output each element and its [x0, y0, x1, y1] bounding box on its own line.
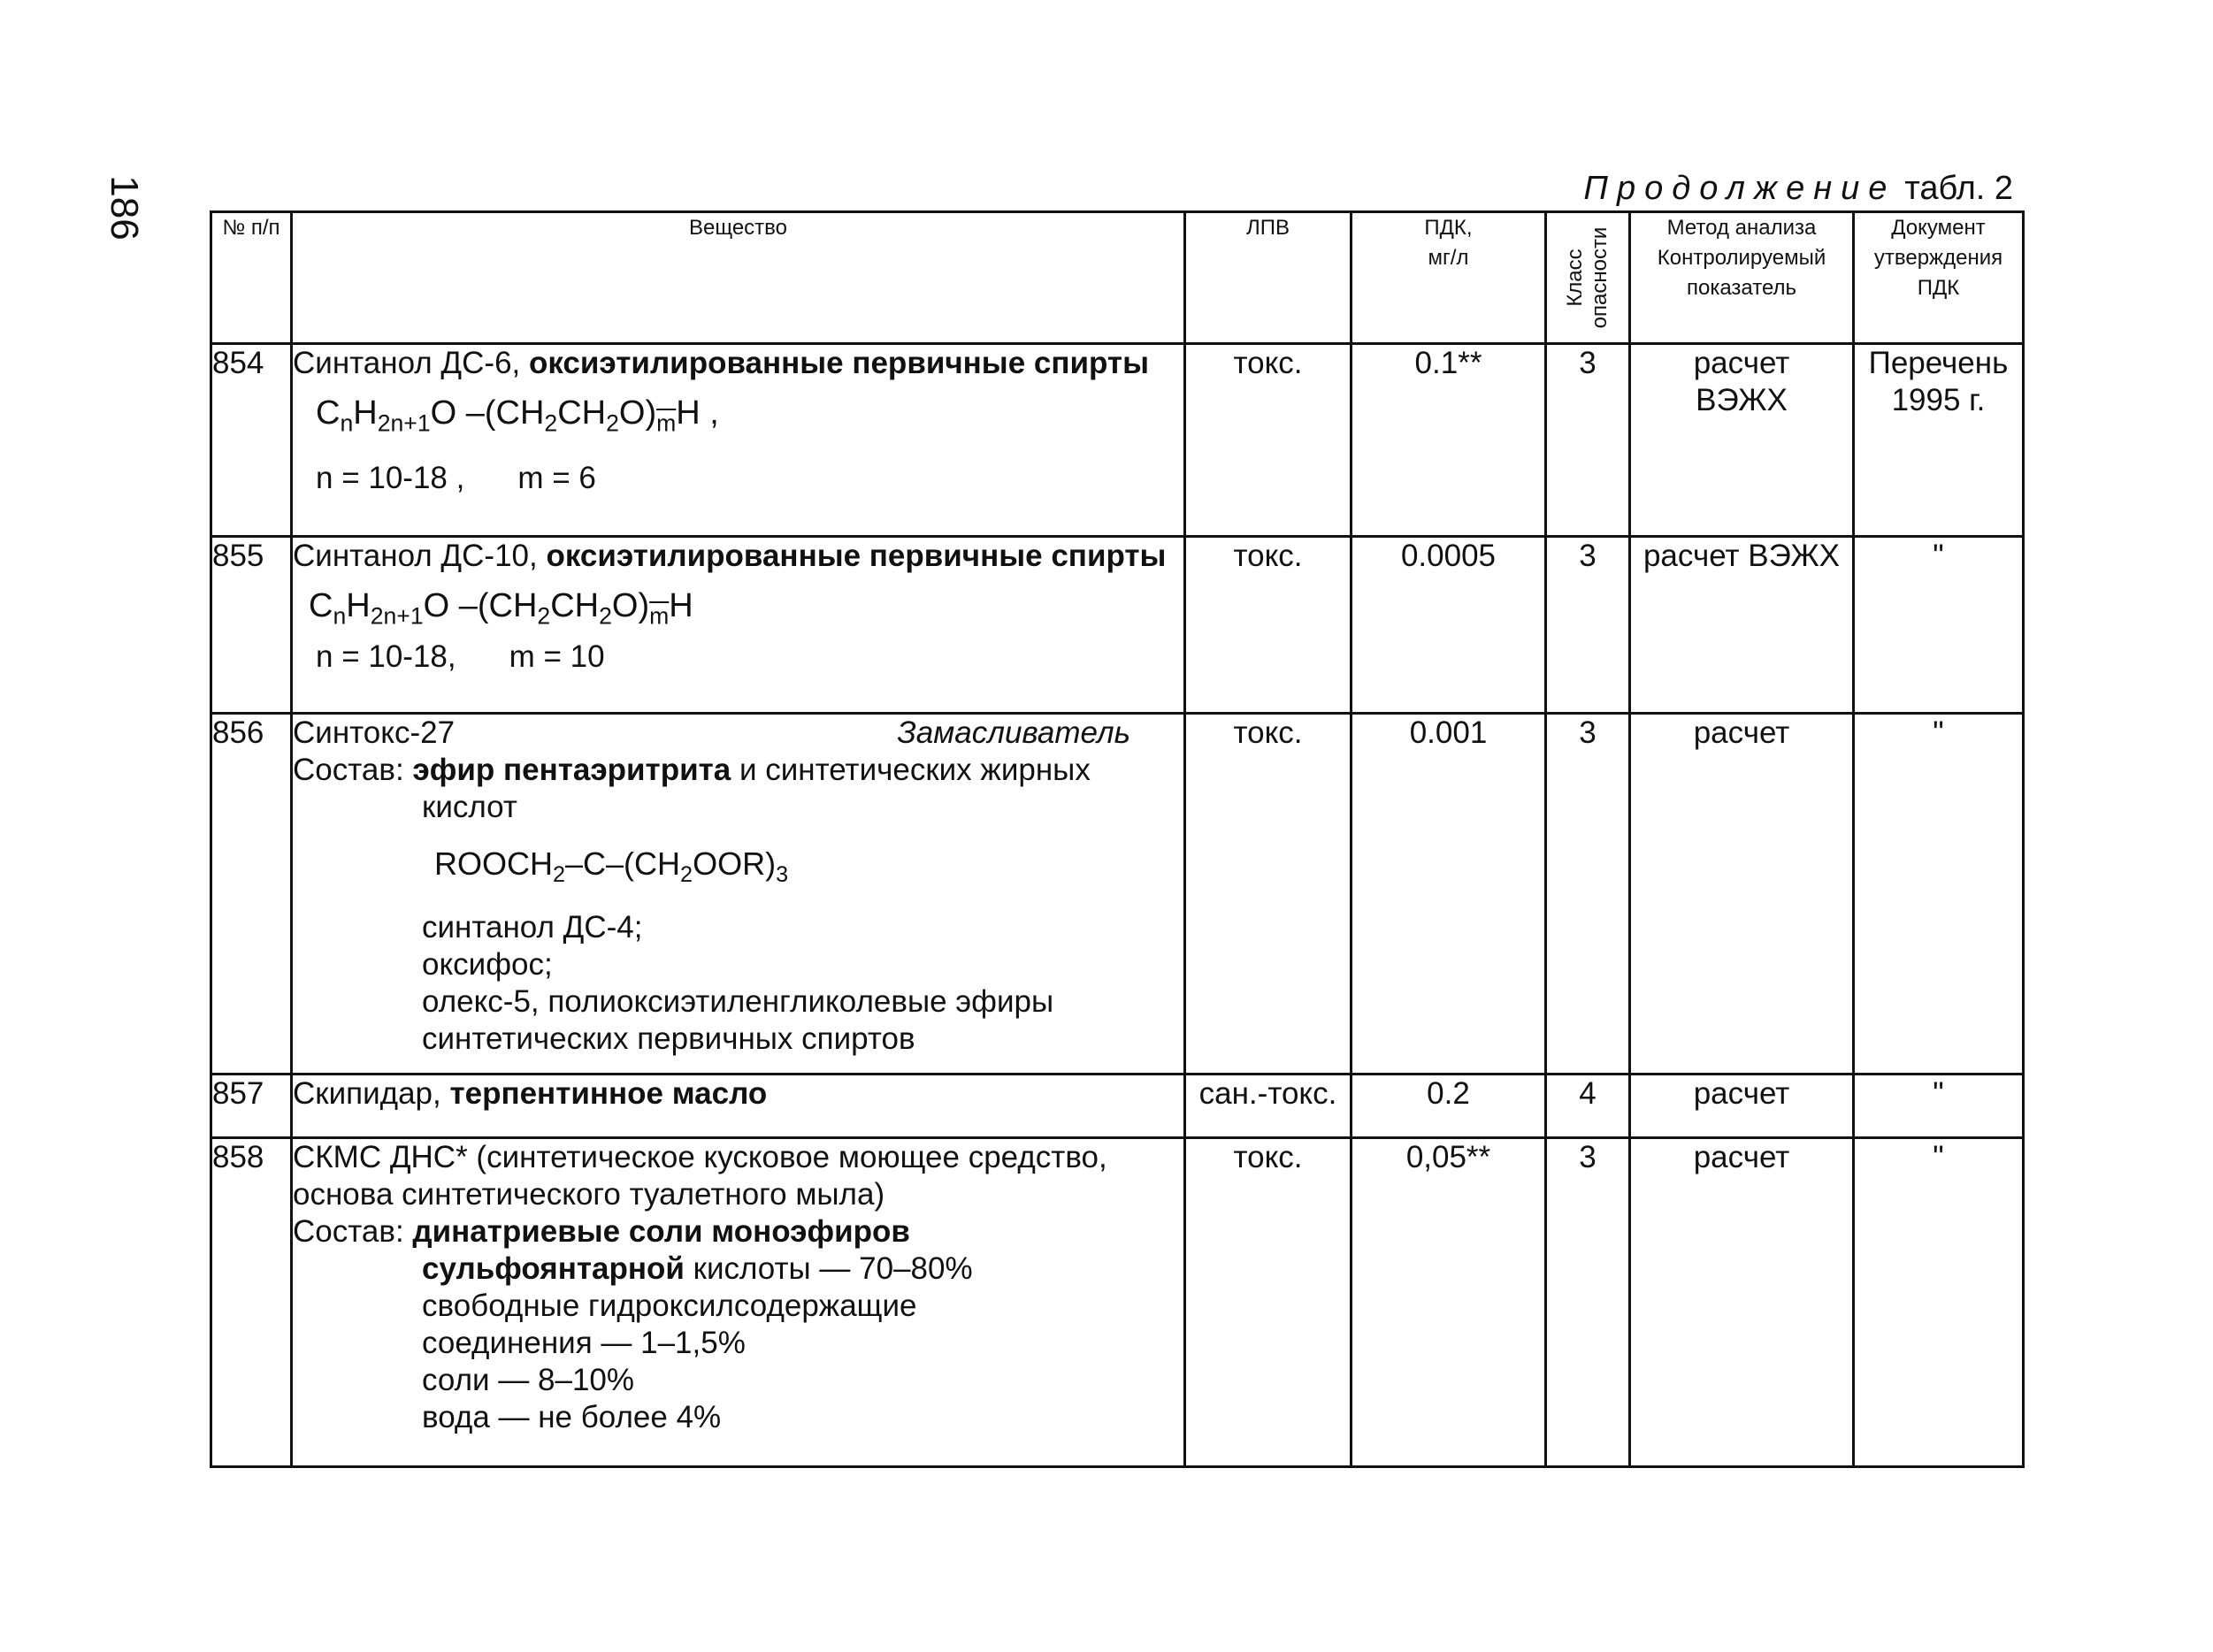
table-continuation-caption — [1583, 170, 2013, 208]
header-method: Метод анализа Контролируемый показатель — [1630, 212, 1854, 344]
hazard-class-cell: 4 — [1546, 1075, 1630, 1138]
continuation-word: Продолжение — [1583, 170, 1896, 207]
hazard-class-cell: 3 — [1546, 1138, 1630, 1467]
table-row — [211, 1075, 2024, 1138]
method-cell: расчет — [1630, 1075, 1854, 1138]
header-num: № п/п — [211, 212, 292, 344]
row-number: 854 — [211, 344, 292, 537]
lpv-cell: токс. — [1185, 537, 1352, 714]
lpv-cell: токс. — [1185, 344, 1352, 537]
document-cell: " — [1854, 714, 2024, 1075]
document-cell: " — [1854, 1138, 2024, 1467]
pdk-cell: 0.2 — [1352, 1075, 1546, 1138]
substance-cell: Синтокс-27 Замасливатель Состав: эфир пентаэритрита и синтетических жирных кислот $ROOCH_2-C-(CH_2OOR)_3$ синтанол ДС-4; оксифос; олекс-5, полиоксиэтиленгликолевые эфиры синтетических первичных спиртов — [292, 714, 1185, 1075]
lpv-cell: сан.-токс. — [1185, 1075, 1352, 1138]
substance-cell: Синтанол ДС-10, оксиэтилированные первичные спирты $C_nH_{2n+1}O$ $-(CH_2CH_2O)_{\overline{m}}H$ n = 10-18, m = 10 — [292, 537, 1185, 714]
hazard-class-cell: 3 — [1546, 537, 1630, 714]
substance-category: Замасливатель — [897, 715, 1130, 750]
document-cell: " — [1854, 1075, 2024, 1138]
page-number: 186 — [103, 175, 146, 241]
row-number: 856 — [211, 714, 292, 1075]
row-number: 857 — [211, 1075, 292, 1138]
lpv-cell: токс. — [1185, 714, 1352, 1075]
header-substance: Вещество — [292, 212, 1185, 344]
lpv-cell: токс. — [1185, 1138, 1352, 1467]
table-row — [211, 344, 2024, 537]
substance-cell: СКМС ДНС* (синтетическое кусковое моющее средство, основа синтетического туалетного мыла) Состав: динатриевые соли моноэфиров сульфоянтарной кислоты — 70–80% свободные гидроксилсодержащие соединения — 1–1,5% соли — 8–10% вода — не более 4% — [292, 1138, 1185, 1467]
formula-parameters: n = 10-18 , m = 6 — [316, 460, 596, 495]
chemical-formula: $C_nH_{2n+1}O$ $-(CH_2CH_2O)_{\overline{m}}H$ — [309, 587, 693, 630]
pdk-cell: 0.1** — [1352, 344, 1546, 537]
chemical-formula: $ROOCH_2-C-(CH_2OOR)_3$ — [434, 845, 789, 888]
row-number: 858 — [211, 1138, 292, 1467]
method-cell: расчет — [1630, 714, 1854, 1075]
table-row — [211, 1138, 2024, 1467]
pdk-cell: 0.001 — [1352, 714, 1546, 1075]
method-cell: расчет ВЭЖХ — [1630, 537, 1854, 714]
substances-table — [210, 210, 2025, 1468]
pdk-cell: 0,05** — [1352, 1138, 1546, 1467]
header-pdk: ПДК, мг/л — [1352, 212, 1546, 344]
header-hazard-class: Класс опасности — [1546, 212, 1630, 344]
method-cell: расчет — [1630, 1138, 1854, 1467]
substance-cell: Скипидар, терпентинное масло — [292, 1075, 1185, 1138]
table-number: табл. 2 — [1904, 170, 2013, 207]
row-number: 855 — [211, 537, 292, 714]
method-cell: расчет ВЭЖХ — [1630, 344, 1854, 537]
hazard-class-cell: 3 — [1546, 344, 1630, 537]
header-document: Документ утверждения ПДК — [1854, 212, 2024, 344]
hazard-class-cell: 3 — [1546, 714, 1630, 1075]
substance-cell: Синтанол ДС-6, оксиэтилированные первичные спирты $C_nH_{2n+1}O$ $-(CH_2CH_2O)_{\overline{m}}H$ , n = 10-18 , m = 6 — [292, 344, 1185, 537]
formula-parameters: n = 10-18, m = 10 — [316, 639, 605, 674]
chemical-formula: $C_nH_{2n+1}O$ $-(CH_2CH_2O)_{\overline{m}}H$ , — [316, 394, 719, 437]
header-lpv: ЛПВ — [1185, 212, 1352, 344]
document-cell: " — [1854, 537, 2024, 714]
table-header-row — [211, 212, 2024, 344]
table-row — [211, 714, 2024, 1075]
document-cell: Перечень 1995 г. — [1854, 344, 2024, 537]
pdk-cell: 0.0005 — [1352, 537, 1546, 714]
table-row — [211, 537, 2024, 714]
